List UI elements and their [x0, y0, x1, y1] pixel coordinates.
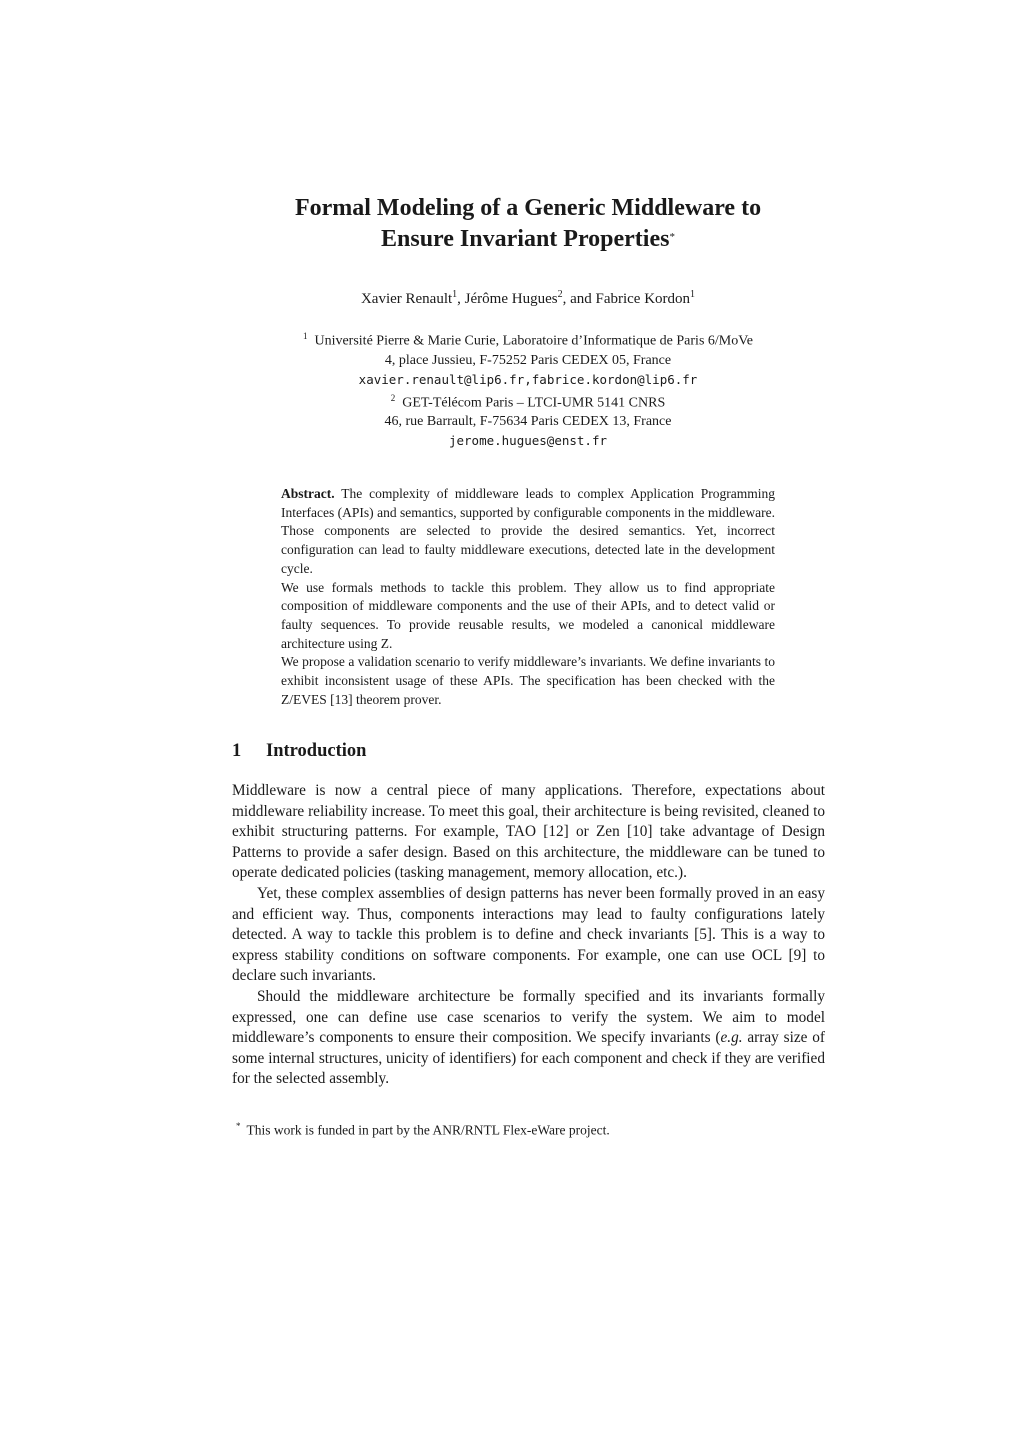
affiliation-2-email[interactable]: jerome.hugues@enst.fr	[448, 433, 608, 449]
body-text-run: array size of some internal structures, unicity of identifiers) for each component and check if they are verified for the selected assembly.	[232, 1029, 826, 1088]
paper-title	[170, 193, 886, 255]
section-heading	[232, 741, 366, 762]
affiliation-text: Université Pierre & Marie Curie, Laboratoire d’Informatique de Paris 6/MoVe	[314, 333, 754, 349]
affiliation-1-email[interactable]: xavier.renault@lip6.fr,fabrice.kordon@lip6.fr	[358, 371, 698, 387]
body-paragraph	[232, 987, 825, 1090]
title-footnote-marker: *	[669, 231, 675, 243]
body-paragraph: Yet, these complex assemblies of design patterns has never been formally proved in an easy and efficient way. Thus, components interactions may lead to faulty configurations lately detected. A way to tackle this problem is to define and check invariants [5]. This is a way to express stability conditions on software components. For example, one can use OCL [9] to declare such invariants.	[232, 884, 825, 985]
affiliation-1-name	[170, 327, 886, 351]
affiliation-number: 1	[302, 331, 308, 341]
section-number: 1	[232, 741, 242, 761]
title-line-1: Formal Modeling of a Generic Middleware to	[294, 195, 762, 221]
title-line-2: Ensure Invariant Properties	[381, 226, 670, 252]
author-name: Xavier Renault	[360, 291, 453, 307]
affiliation-1-address: 4, place Jussieu, F-75252 Paris CEDEX 05, France	[384, 352, 672, 368]
affiliation-number: 2	[390, 392, 396, 403]
body-text	[232, 781, 825, 1090]
abstract	[281, 485, 775, 709]
author-affiliation: 1	[452, 289, 458, 300]
author-name: Jérôme Hugues	[464, 291, 558, 307]
affiliation-2-name	[170, 389, 886, 413]
body-text-run: Should the middleware architecture be formally specified and its invariants formally expressed, one can define use case scenarios to verify the system. We aim to model middleware’s components to ensure their composition. We specify invariants (	[232, 987, 825, 1047]
section-title: Introduction	[266, 741, 367, 761]
abstract-text: The complexity of middleware leads to complex Application Programming Interfaces (APIs) and semantics, supported by configurable components in the middleware. Those components are selected to provide the desired semantics. Yet, incorrect configuration can lead to faulty middleware executions, detected late in the development cycle.	[281, 486, 775, 576]
author-affiliation: 1	[690, 289, 696, 300]
author-affiliation: 2	[557, 289, 563, 300]
affiliations	[170, 327, 886, 450]
footnote-text: This work is funded in part by the ANR/RNTL Flex-eWare project.	[246, 1122, 610, 1138]
abstract-paragraph	[281, 485, 775, 579]
affiliation-2-address: 46, rue Barrault, F-75634 Paris CEDEX 13, France	[384, 414, 672, 430]
author-list: Xavier Renault$^1$, Jérôme Hugues$^2$, and Fabrice Kordon$^1$	[360, 289, 696, 307]
footnote-marker: *	[236, 1121, 241, 1131]
author-name: and Fabrice Kordon	[570, 291, 691, 307]
affiliation-text: GET-Télécom Paris – LTCI-UMR 5141 CNRS	[402, 395, 666, 411]
abstract-label: Abstract.	[281, 486, 335, 501]
abstract-paragraph: We propose a validation scenario to verify middleware’s invariants. We define invariants to exhibit inconsistent usage of these APIs. The specification has been checked with the Z/EVES [13] theorem prover.	[281, 654, 775, 707]
body-paragraph: Middleware is now a central piece of many applications. Therefore, expectations about middleware reliability increase. To meet this goal, their architecture is being revisited, cleaned to exhibit structuring patterns. For example, TAO [12] or Zen [10] take advantage of Design Patterns to provide a safer design. Based on this architecture, the middleware can be tuned to operate dedicated policies (tasking management, memory allocation, etc.).	[232, 782, 825, 882]
abstract-paragraph: We use formals methods to tackle this problem. They allow us to find appropriate composition of middleware components and the use of their APIs, and to detect valid or faulty sequences. To provide reusable results, we modeled a canonical middleware architecture using Z.	[281, 579, 775, 651]
body-text-italic: e.g.	[720, 1029, 743, 1047]
footnote	[236, 1121, 826, 1139]
